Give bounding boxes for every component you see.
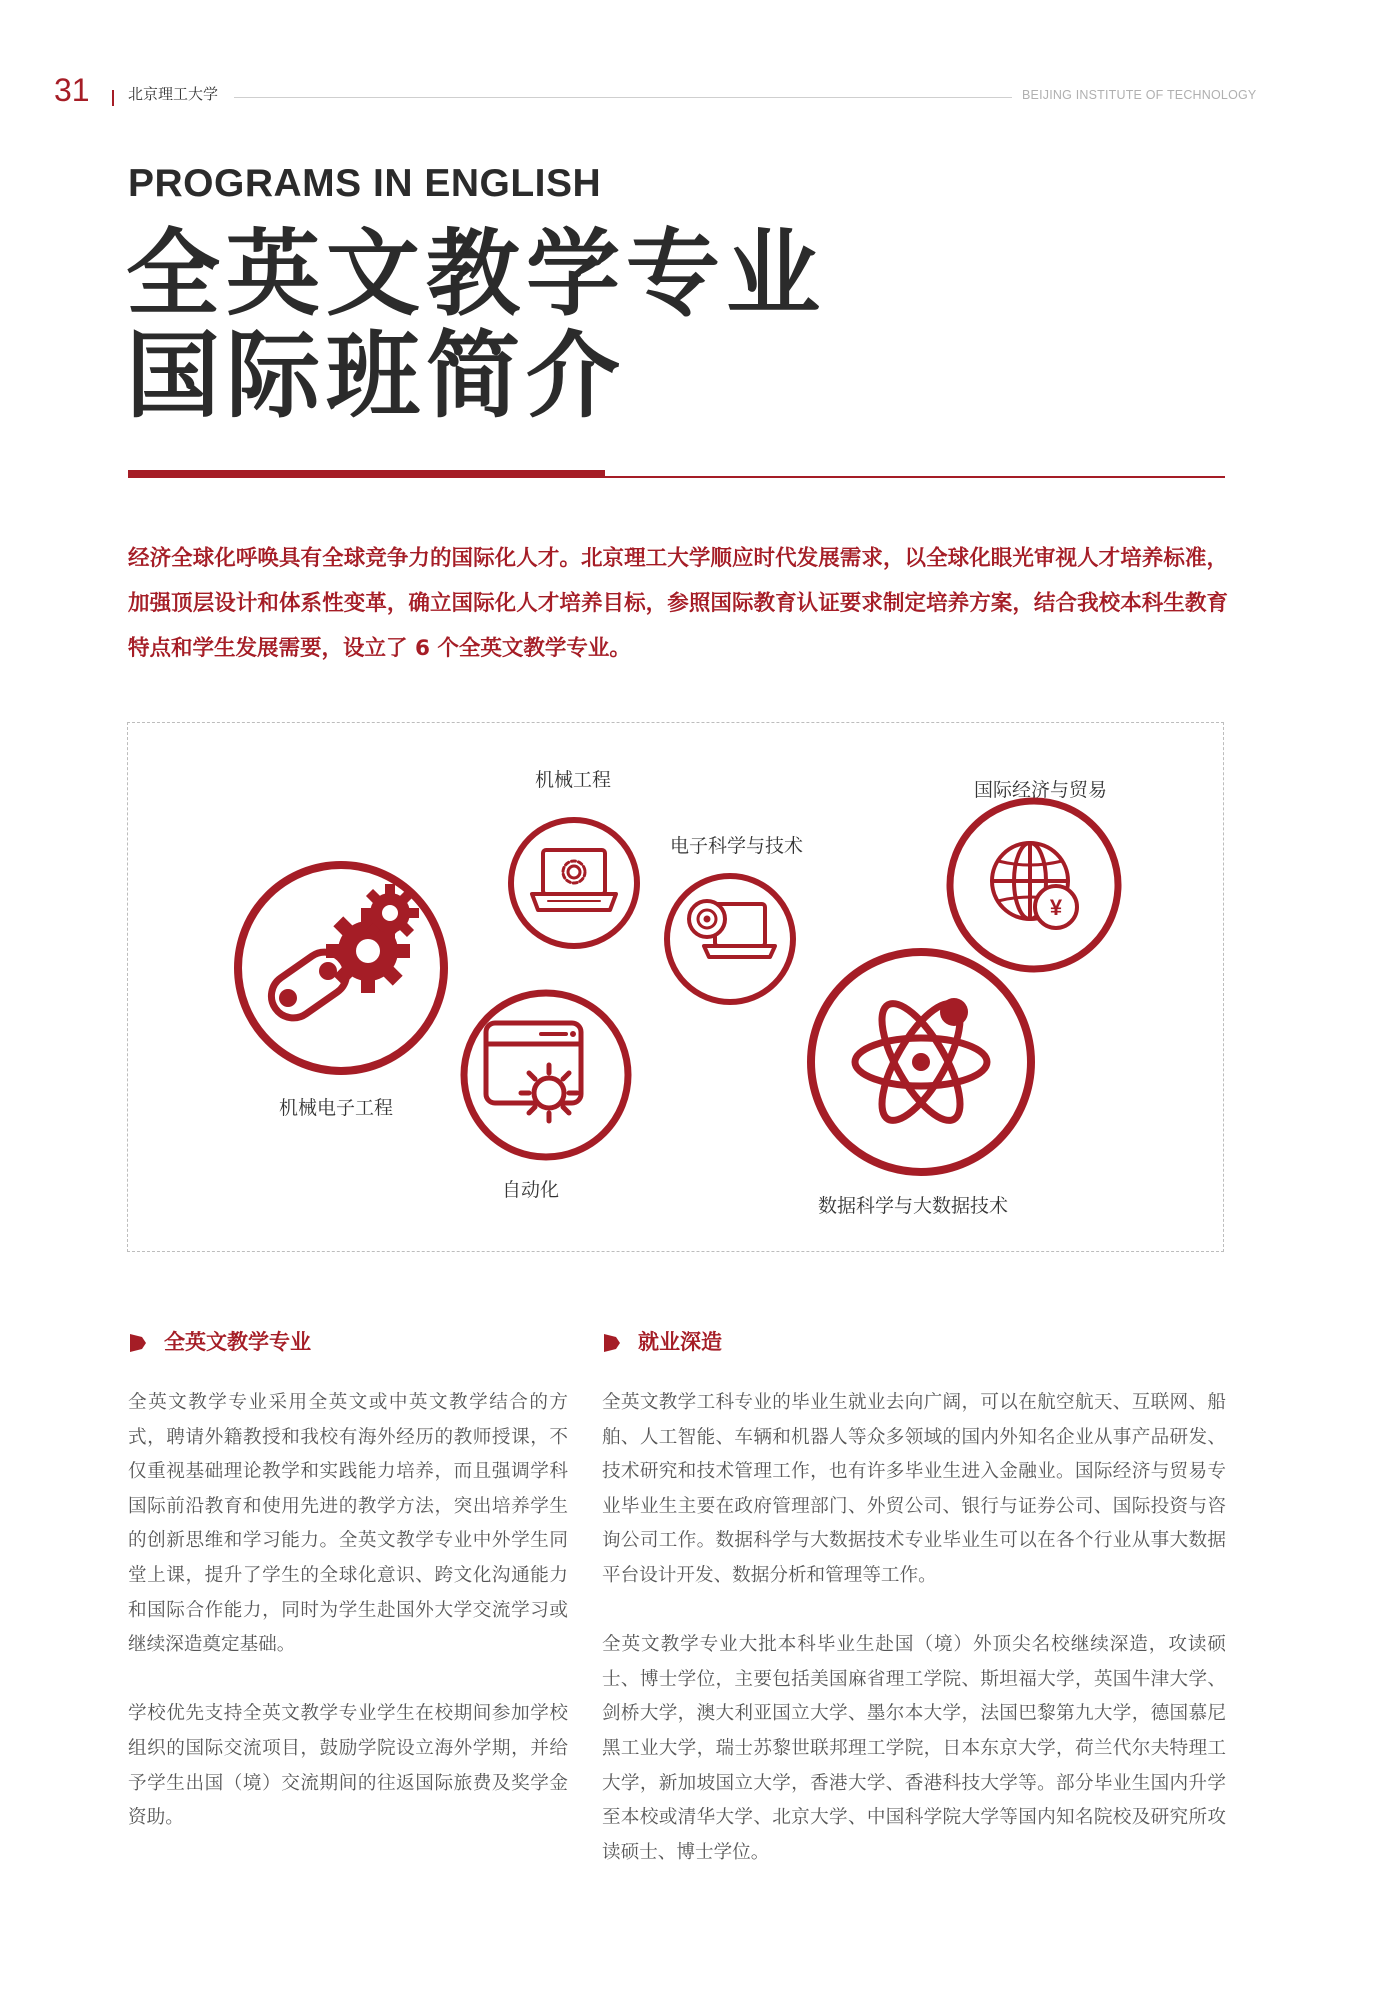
section-body-programs — [128, 1386, 568, 1836]
browser-gear-icon — [464, 993, 628, 1157]
label-intl-economics: 国际经济与贸易 — [974, 779, 1108, 801]
paragraph: 全英文教学专业大批本科毕业生赴国（境）外顶尖名校继续深造，攻读硕士、博士学位，主要包括美国麻省理工学院、斯坦福大学，英国牛津大学、剑桥大学，澳大利亚国立大学、墨尔本大学，法国巴黎第九大学，德国慕尼黑工业大学，瑞士苏黎世联邦理工学院，日本东京大学，荷兰代尔夫特理工大学，新加坡国立大学，香港大学、香港科技大学等。部分毕业生国内升学至本校或清华大学、北京大学、中国科学院大学等国内知名院校及研究所攻读硕士、博士学位。 — [602, 1634, 1226, 1863]
paragraph: 全英文教学专业采用全英文或中英文教学结合的方式，聘请外籍教授和我校有海外经历的教师授课，不仅重视基础理论教学和实践能力培养，而且强调学科国际前沿教育和使用先进的教学方法，突出培养学生的创新思维和学习能力。全英文教学专业中外学生同堂上课，提升了学生的全球化意识、跨文化沟通能力和国际合作能力，同时为学生赴国外大学交流学习或继续深造奠定基础。 — [128, 1392, 568, 1656]
page-number: 31 — [54, 72, 90, 108]
section-marker-icon — [130, 1334, 146, 1352]
section-marker-icon — [604, 1334, 620, 1352]
intro-paragraph: 经济全球化呼唤具有全球竞争力的国际化人才。北京理工大学顺应时代发展需求，以全球化眼光审视人才培养标准，加强顶层设计和体系性变革，确立国际化人才培养目标，参照国际教育认证要求制定培养方案，结合我校本科生教育特点和学生发展需要，设立了 6 个全英文教学专业。 — [128, 546, 1228, 661]
label-automation: 自动化 — [502, 1179, 560, 1201]
title-rule-thick — [128, 470, 605, 478]
programs-diagram — [127, 722, 1224, 1252]
header-school-name: 北京理工大学 — [128, 85, 219, 103]
page-title-en: PROGRAMS IN ENGLISH — [128, 162, 602, 205]
paragraph: 学校优先支持全英文教学专业学生在校期间参加学校组织的国际交流项目，鼓励学院设立海外学期，并给予学生出国（境）交流期间的往返国际旅费及奖学金资助。 — [128, 1703, 568, 1829]
laptop-gear-icon — [511, 820, 637, 946]
gears-chain-icon — [226, 865, 444, 1071]
globe-yen-icon — [950, 801, 1118, 969]
paragraph: 全英文教学工科专业的毕业生就业去向广阔，可以在航空航天、互联网、船舶、人工智能、车辆和机器人等众多领域的国内外知名企业从事产品研发、技术研究和技术管理工作，也有许多毕业生进入金融业。国际经济与贸易专业毕业生主要在政府管理部门、外贸公司、银行与证券公司、国际投资与咨询公司工作。数据科学与大数据技术专业毕业生可以在各个行业从事大数据平台设计开发、数据分析和管理等工作。 — [602, 1392, 1226, 1586]
section-title-career: 就业深造 — [638, 1330, 722, 1354]
label-mechanical: 机械工程 — [535, 769, 612, 791]
programs-diagram-svg — [128, 723, 1225, 1253]
disc-monitor-icon — [667, 876, 793, 1002]
header-school-name-en: BEIJING INSTITUTE OF TECHNOLOGY — [1022, 88, 1257, 102]
title-rule-thin — [605, 476, 1225, 478]
label-data-science: 数据科学与大数据技术 — [818, 1195, 1009, 1217]
page-title-cn-line1: 全英文教学专业 — [126, 220, 827, 329]
header-divider-bar — [112, 90, 114, 106]
atom-icon — [811, 952, 1031, 1172]
label-electronic-science: 电子科学与技术 — [670, 835, 804, 857]
label-mechanical-electronic: 机械电子工程 — [279, 1097, 394, 1119]
section-title-programs: 全英文教学专业 — [164, 1330, 311, 1354]
page-title-cn-line2: 国际班简介 — [126, 322, 627, 431]
yen-glyph: ¥ — [1049, 895, 1063, 920]
section-body-career — [602, 1386, 1226, 1870]
header-rule — [234, 97, 1012, 98]
